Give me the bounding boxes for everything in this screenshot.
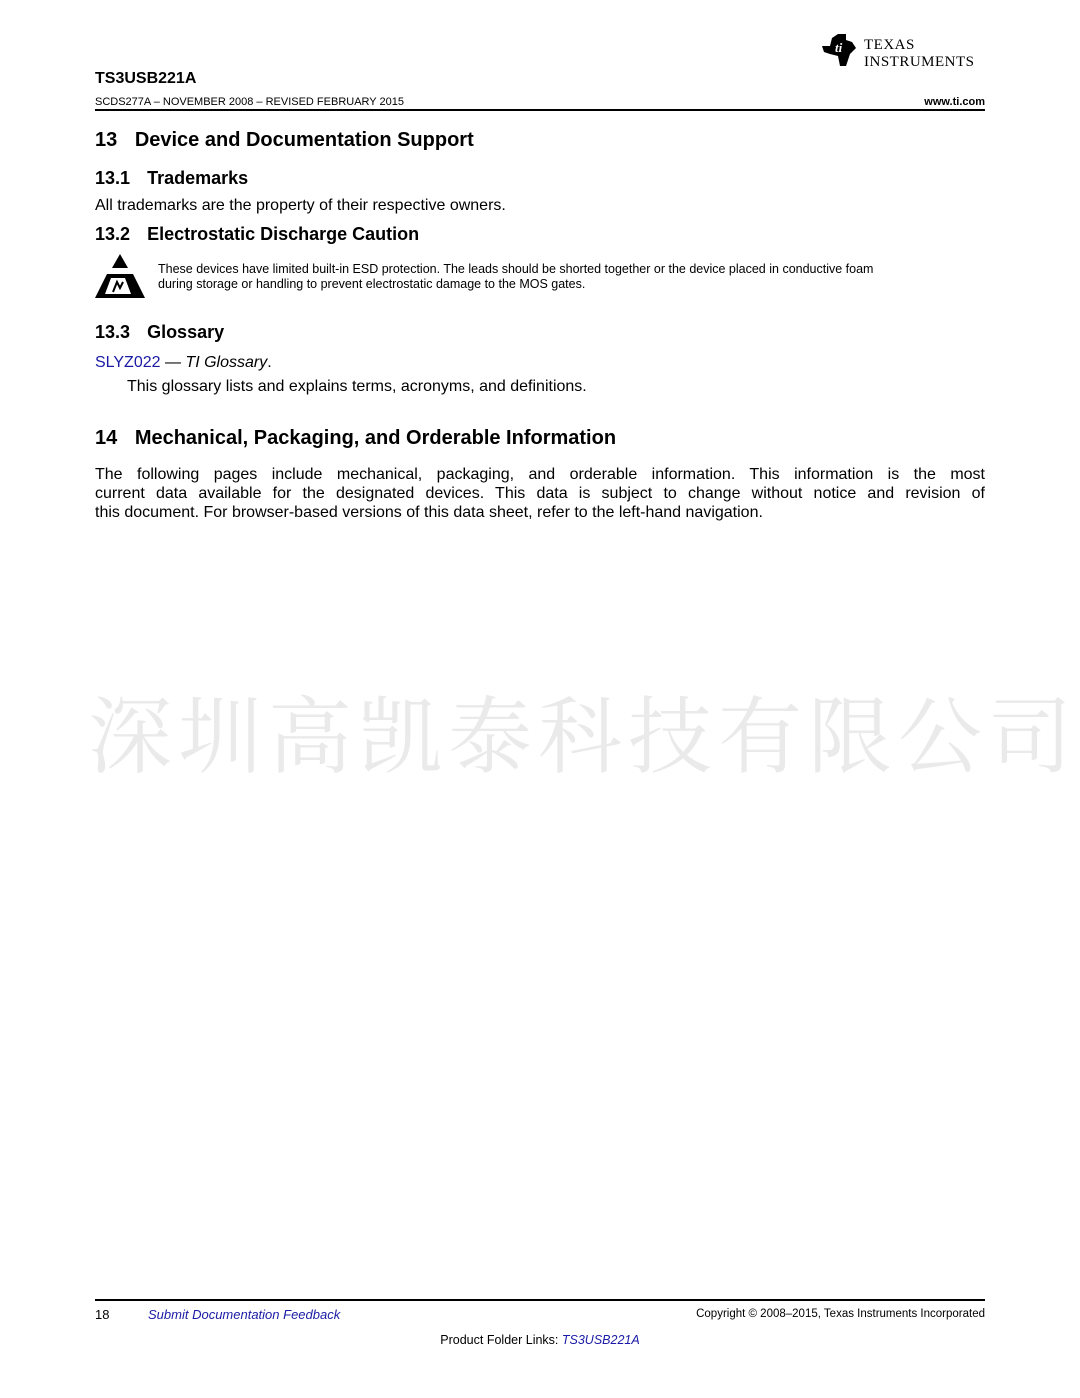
esd-warning-icon: [95, 252, 145, 300]
glossary-link[interactable]: SLYZ022: [95, 354, 161, 371]
section-number: 14: [95, 427, 118, 449]
section-title: Glossary: [147, 322, 225, 342]
product-folder-links: [0, 1333, 1080, 1347]
svg-text:ti: ti: [835, 40, 843, 55]
website-link[interactable]: www.ti.com: [924, 96, 985, 108]
watermark: 深圳高凯泰科技有限公司: [88, 688, 1079, 786]
section-14-heading: [95, 427, 616, 450]
trademarks-text: All trademarks are the property of their respective owners.: [95, 197, 506, 214]
ti-logo[interactable]: [820, 32, 990, 72]
header-rule: [95, 109, 985, 111]
product-link[interactable]: TS3USB221A: [561, 1333, 640, 1347]
logo-text-line1: TEXAS: [864, 37, 915, 53]
glossary-period: .: [267, 354, 272, 371]
section-13-1-heading: [95, 168, 248, 189]
section-13-2-heading: [95, 224, 419, 245]
esd-caution-line2: during storage or handling to prevent electrostatic damage to the MOS gates.: [158, 277, 586, 291]
section-number: 13.2: [95, 224, 131, 244]
section-14-paragraph: [95, 465, 985, 522]
page-number: 18: [95, 1307, 110, 1322]
paragraph-line: The following pages include mechanical, packaging, and orderable information. This information is the most: [95, 466, 985, 483]
section-number: 13: [95, 129, 118, 151]
footer-rule: [95, 1299, 985, 1301]
section-title: Mechanical, Packaging, and Orderable Information: [134, 427, 617, 449]
section-number: 13.3: [95, 322, 131, 342]
glossary-ref-title: TI Glossary: [185, 354, 268, 371]
doc-info: SCDS277A – NOVEMBER 2008 – REVISED FEBRUARY 2015: [95, 96, 404, 108]
feedback-link[interactable]: Submit Documentation Feedback: [148, 1307, 341, 1322]
part-number: TS3USB221A: [95, 70, 197, 87]
logo-text-line2: INSTRUMENTS: [864, 54, 975, 70]
paragraph-line: this document. For browser-based versions of this data sheet, refer to the left-hand navigation.: [95, 504, 763, 521]
glossary-entry: [95, 353, 272, 372]
section-title: Trademarks: [147, 168, 249, 188]
section-title: Electrostatic Discharge Caution: [147, 224, 420, 244]
section-number: 13.1: [95, 168, 131, 188]
section-13-heading: [95, 129, 474, 152]
glossary-dash: —: [160, 354, 186, 371]
copyright: Copyright © 2008–2015, Texas Instruments Incorporated: [696, 1308, 985, 1320]
paragraph-line: current data available for the designated devices. This data is subject to change without notice and revision of: [95, 485, 985, 502]
glossary-description: This glossary lists and explains terms, acronyms, and definitions.: [127, 378, 587, 395]
product-links-label: Product Folder Links:: [440, 1333, 562, 1347]
esd-caution-line1: These devices have limited built-in ESD protection. The leads should be shorted together or the device placed in conductive foam: [158, 262, 874, 276]
section-title: Device and Documentation Support: [134, 129, 474, 151]
section-13-3-heading: [95, 322, 224, 343]
ti-logo-icon: [820, 32, 858, 68]
